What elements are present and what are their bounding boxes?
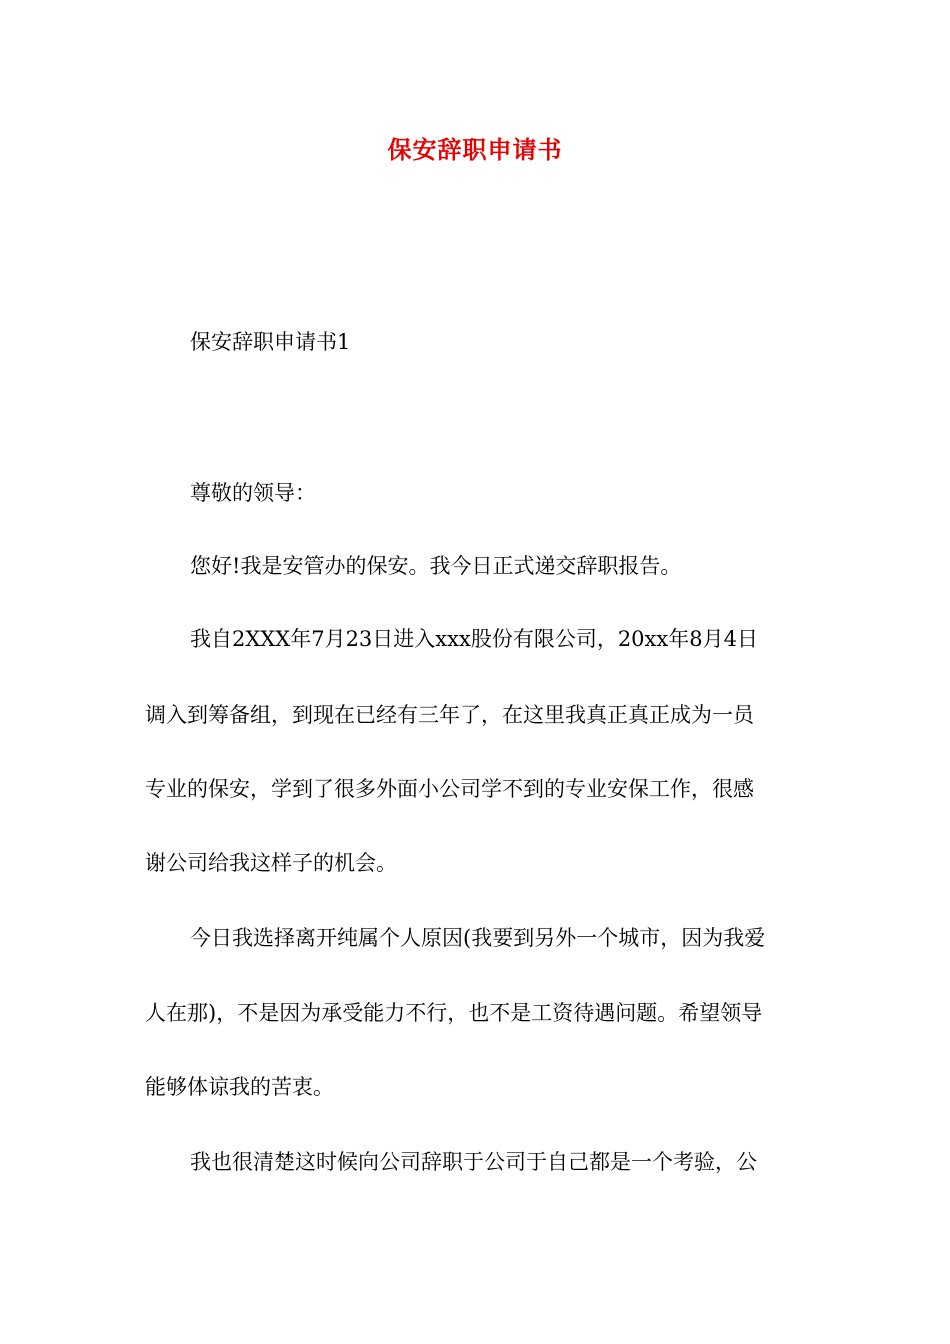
- paragraph-line: 专业的保安，学到了很多外面小公司学不到的专业安保工作，很感: [145, 777, 754, 801]
- paragraph-line: 能够体谅我的苦衷。: [145, 1075, 334, 1099]
- paragraph-line: 我也很清楚这时候向公司辞职于公司于自己都是一个考验，公: [190, 1150, 757, 1174]
- section-heading: 保安辞职申请书1: [190, 330, 351, 354]
- paragraph-line: 今日我选择离开纯属个人原因(我要到另外一个城市，因为我爱: [190, 926, 766, 950]
- salutation: 尊敬的领导：: [190, 481, 316, 505]
- document-title: 保安辞职申请书: [387, 135, 563, 164]
- paragraph-line: 您好!我是安管办的保安。我今日正式递交辞职报告。: [190, 554, 682, 578]
- paragraph-line: 我自2XXX年7月23日进入xxx股份有限公司，20xx年8月4日: [190, 627, 758, 651]
- paragraph-line: 谢公司给我这样子的机会。: [145, 851, 397, 875]
- paragraph-line: 人在那)，不是因为承受能力不行，也不是工资待遇问题。希望领导: [145, 1001, 763, 1025]
- paragraph-line: 调入到筹备组，到现在已经有三年了，在这里我真正真正成为一员: [145, 703, 754, 727]
